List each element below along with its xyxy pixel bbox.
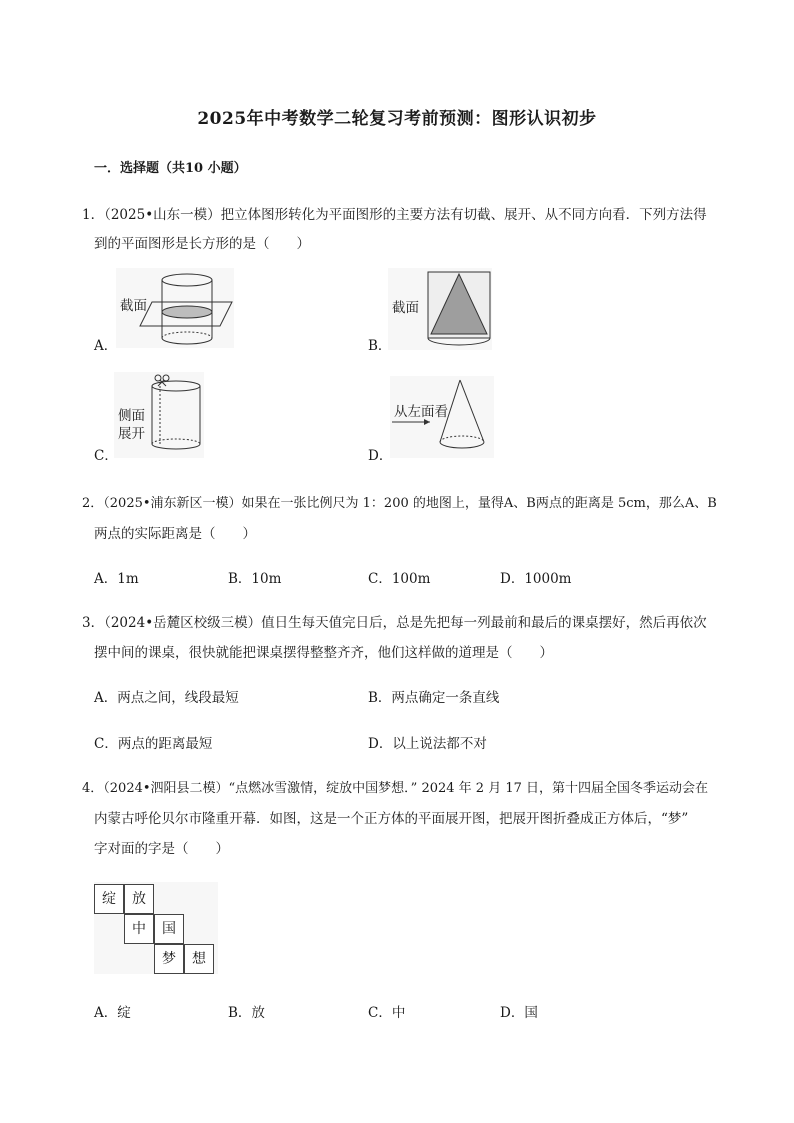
q2-text-line1: 2．（2025•浦东新区一模）如果在一张比例尺为 1：200 的地图上，量得A、B两点的距离是 5cm，那么A、B	[82, 496, 717, 511]
page-title: 2025年中考数学二轮复习考前预测：图形认识初步	[197, 109, 597, 129]
q2-text-line2: 两点的实际距离是（ ）	[94, 526, 256, 542]
q4-option-d: D．国	[500, 1005, 538, 1021]
section-heading: 一．选择题（共10 小题）	[94, 161, 247, 176]
q3-option-d: D．以上说法都不对	[368, 736, 487, 752]
figure-c-label-1: 侧面	[118, 408, 145, 424]
figure-b-cone-section	[388, 268, 492, 350]
figure-b-label: 截面	[392, 300, 419, 316]
figure-a-cylinder-section	[116, 268, 234, 348]
q1-option-a: A．	[94, 338, 118, 354]
q2-option-b: B．10m	[228, 571, 282, 587]
q1-option-b: B．	[368, 338, 392, 354]
figure-d-label: 从左面看	[394, 404, 448, 420]
q3-option-c: C．两点的距离最短	[94, 736, 213, 752]
q4-option-a: A．绽	[94, 1005, 131, 1021]
q1-text-line2: 到的平面图形是长方形的是（ ）	[94, 236, 310, 252]
cube-net-cell: 想	[184, 944, 214, 974]
q3-text-line2: 摆中间的课桌，很快就能把课桌摆得整整齐齐，他们这样做的道理是（ ）	[94, 645, 553, 661]
cube-net-figure	[94, 882, 218, 974]
cube-net-cell: 国	[154, 914, 184, 944]
cube-net-cell: 放	[124, 884, 154, 914]
q1-option-d: D．	[368, 448, 393, 464]
q2-option-d: D．1000m	[500, 571, 572, 587]
cube-net-cell: 梦	[154, 944, 184, 974]
q2-option-a: A．1m	[94, 571, 139, 587]
q4-text-line2: 内蒙古呼伦贝尔市隆重开幕．如图，这是一个正方体的平面展开图，把展开图折叠成正方体后，“梦”	[94, 811, 689, 827]
q1-text-line1: 1．（2025•山东一模）把立体图形转化为平面图形的主要方法有切截、展开、从不同方向看．下列方法得	[82, 207, 707, 223]
figure-a-label: 截面	[120, 298, 147, 314]
figure-c-label-2: 展开	[118, 426, 145, 442]
q4-text-line3: 字对面的字是（ ）	[94, 841, 229, 857]
q4-option-c: C．中	[368, 1005, 406, 1021]
figure-d-cone-view	[390, 376, 494, 458]
cube-net-cell: 绽	[94, 884, 124, 914]
q3-option-a: A．两点之间，线段最短	[94, 690, 239, 706]
q3-option-b: B．两点确定一条直线	[368, 690, 500, 706]
cube-net-cell: 中	[124, 914, 154, 944]
q2-option-c: C．100m	[368, 571, 431, 587]
q3-text-line1: 3．（2024•岳麓区校级三模）值日生每天值完日后，总是先把每一列最前和最后的课桌摆好，然后再依次	[82, 615, 707, 631]
q4-text-line1: 4．（2024•泗阳县二模）“点燃冰雪激情，绽放中国梦想．” 2024 年 2 月 17 日，第十四届全国冬季运动会在	[82, 781, 709, 796]
q1-option-c: C．	[94, 448, 118, 464]
q4-option-b: B．放	[228, 1005, 265, 1021]
figure-c-cylinder-unfold	[114, 372, 204, 458]
